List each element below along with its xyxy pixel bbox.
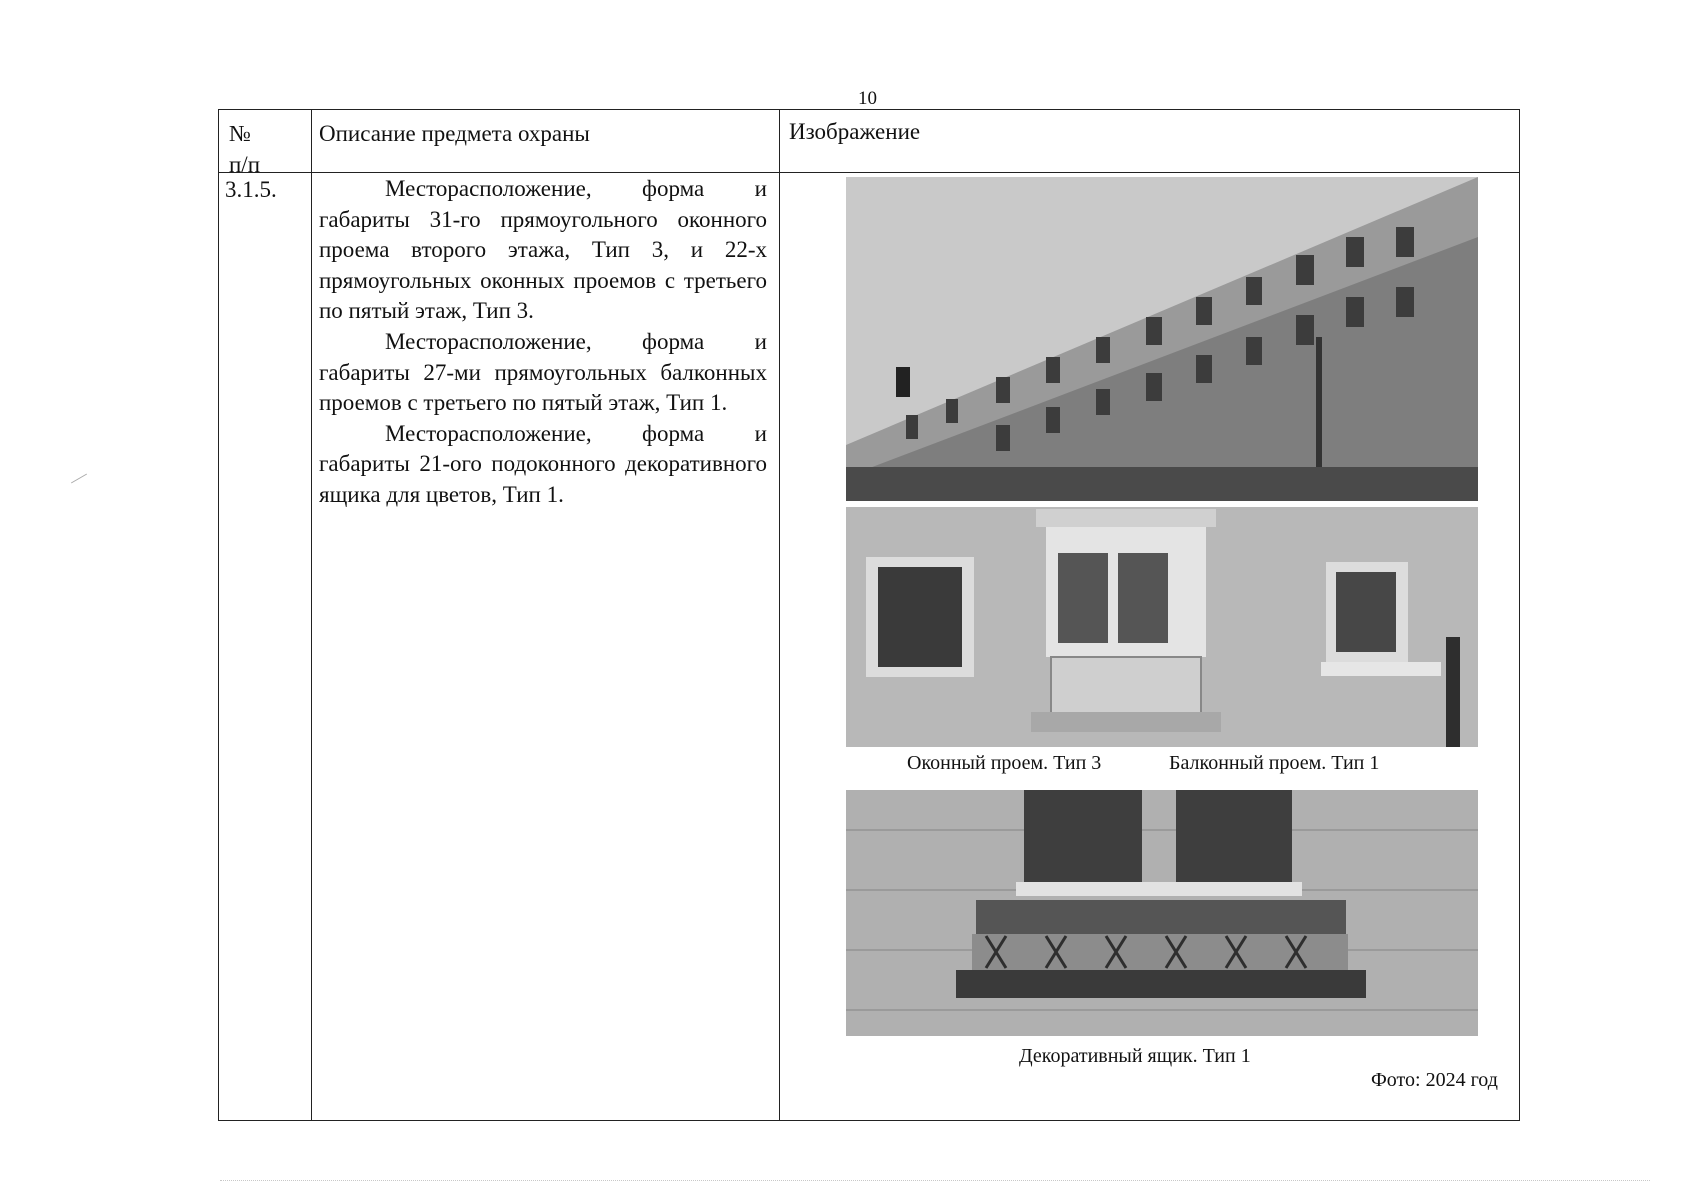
building-photo <box>846 177 1478 501</box>
header-image: Изображение <box>789 119 921 144</box>
header-number-line2: п/п <box>229 152 261 177</box>
description-paragraph: Месторасположение, форма и габариты 21-ого подоконного декоративного ящика для цветов, Тип 1. <box>319 420 767 507</box>
window-balcony-photo-image <box>846 507 1478 747</box>
scan-artifact <box>71 474 87 484</box>
building-photo-image <box>846 177 1478 501</box>
column-divider <box>779 110 780 1120</box>
row-number: 3.1.5. <box>225 177 277 202</box>
description-paragraph: Месторасположение, форма и габариты 27-ми прямоугольных балконных проемов с третьего по пятый этаж, Тип 1. <box>319 328 767 416</box>
caption-photo-year: Фото: 2024 год <box>1371 1069 1498 1091</box>
header-description: Описание предмета охраны <box>319 121 590 146</box>
header-divider <box>219 172 1519 173</box>
header-number <box>229 118 260 180</box>
caption-decorative-box: Декоративный ящик. Тип 1 <box>1019 1045 1251 1067</box>
caption-window: Оконный проем. Тип 3 <box>907 752 1102 774</box>
caption-balcony: Балконный проем. Тип 1 <box>1169 752 1380 774</box>
description-paragraph: Месторасположение, форма и габариты 31-го прямоугольного оконного проема второго этажа, Тип 3, и 22-х прямоугольных оконных проемов с третьего по пятый этаж, Тип 3. <box>319 176 767 324</box>
row-description <box>319 174 767 511</box>
scan-artifact <box>220 1180 1650 1181</box>
page-number: 10 <box>858 88 877 109</box>
flower-box-photo-image <box>846 790 1478 1036</box>
column-divider <box>311 110 312 1120</box>
header-number-line1: № <box>229 121 251 146</box>
protection-table <box>218 109 1520 1121</box>
flower-box-photo <box>846 790 1478 1036</box>
window-balcony-photo <box>846 507 1478 747</box>
